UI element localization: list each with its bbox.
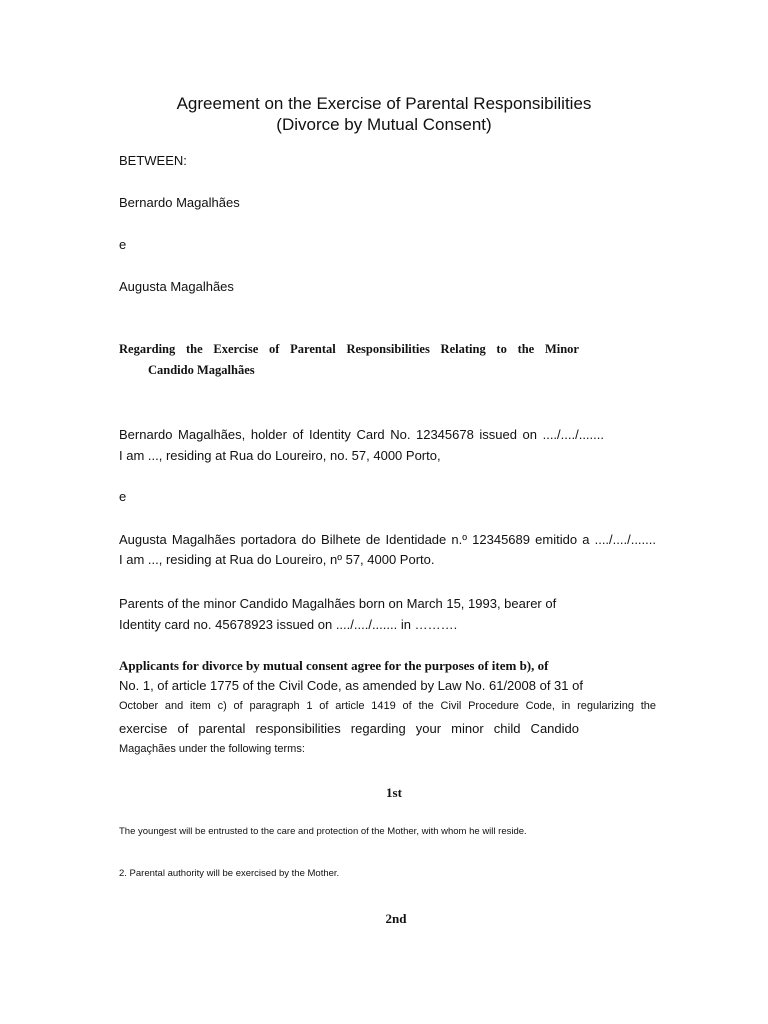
conjunction: e <box>119 489 127 504</box>
between-label: BETWEEN: <box>119 153 187 168</box>
minor-details-line-1: Parents of the minor Candido Magalhães born on March 15, 1993, bearer of <box>119 596 557 611</box>
conjunction: e <box>119 237 127 252</box>
father-identification-line-1: Bernardo Magalhães, holder of Identity Card No. 12345678 issued on ..../..../....... <box>119 427 604 442</box>
agreement-paragraph-line-3: October and item c) of paragraph 1 of article 1419 of the Civil Procedure Code, in regularizing the <box>119 700 656 712</box>
mother-identification-line-2: I am ..., residing at Rua do Loureiro, nº 57, 4000 Porto. <box>119 552 435 567</box>
regarding-heading-line-2: Candido Magalhães <box>148 363 255 377</box>
party-name-father: Bernardo Magalhães <box>119 195 240 210</box>
section-heading-2nd: 2nd <box>385 911 407 926</box>
document-title-line-2: (Divorce by Mutual Consent) <box>276 115 492 134</box>
document-title-line-1: Agreement on the Exercise of Parental Responsibilities <box>176 94 592 113</box>
agreement-paragraph-line-4: exercise of parental responsibilities regarding your minor child Candido <box>119 721 579 736</box>
clause-custody: The youngest will be entrusted to the care and protection of the Mother, with whom he will reside. <box>119 826 527 837</box>
agreement-paragraph-line-2: No. 1, of article 1775 of the Civil Code, as amended by Law No. 61/2008 of 31 of <box>119 678 583 693</box>
agreement-paragraph-line-5: Magaçhães under the following terms: <box>119 743 305 755</box>
clause-parental-authority: 2. Parental authority will be exercised by the Mother. <box>119 868 340 879</box>
mother-identification-line-1: Augusta Magalhães portadora do Bilhete de Identidade n.º 12345689 emitido a ..../..../....... <box>119 532 656 547</box>
agreement-paragraph-line-1: Applicants for divorce by mutual consent agree for the purposes of item b), of <box>119 658 549 673</box>
section-heading-1st: 1st <box>386 785 402 800</box>
regarding-heading-line-1: Regarding the Exercise of Parental Responsibilities Relating to the Minor <box>119 342 579 356</box>
minor-details-line-2: Identity card no. 45678923 issued on ..../..../....... in ………. <box>119 617 458 632</box>
father-identification-line-2: I am ..., residing at Rua do Loureiro, no. 57, 4000 Porto, <box>119 448 441 463</box>
party-name-mother: Augusta Magalhães <box>119 279 234 294</box>
